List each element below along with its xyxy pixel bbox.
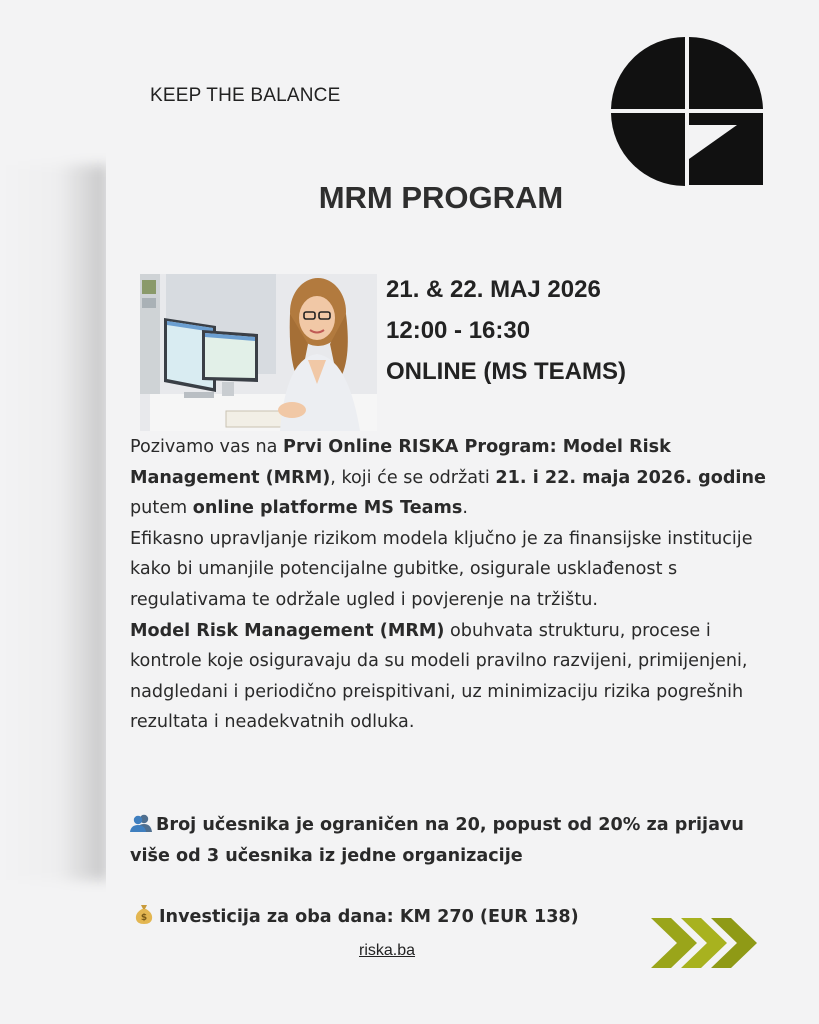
intro-paragraph	[130, 432, 770, 524]
intro-text-3: putem	[130, 498, 193, 519]
event-time: 12:00 - 16:30	[386, 317, 531, 344]
event-info	[386, 272, 626, 395]
investment-text: Investicija za oba dana: KM 270 (EUR 138)	[159, 907, 579, 927]
money-bag-icon	[133, 903, 155, 925]
participants-text: Broj učesnika je ograničen na 20, popust od 20% za prijavu više od 3 učesnika iz jedne organizacije	[130, 815, 744, 866]
brand-logo-icon	[611, 37, 763, 187]
intro-text-4: .	[462, 498, 468, 519]
mrm-term: Model Risk Management (MRM)	[130, 620, 445, 641]
investment-note	[133, 903, 579, 931]
intro-text-1: Pozivamo vas na	[130, 437, 284, 457]
mrm-definition: obuhvata strukturu, procese i kontrole koje osiguravaju da su modeli pravilno razvijeni, primijenjeni, nadgledani i periodično preispitivani, uz minimizaciju rizika pogrešnih rezultata i neadekvatnih odluka.	[130, 620, 748, 733]
program-dates: 21. i 22. maja 2026. godine	[495, 467, 766, 488]
chevrons-right-icon[interactable]	[651, 914, 759, 972]
website-link[interactable]: riska.ba	[359, 942, 416, 959]
event-date: 21. & 22. MAJ 2026	[386, 276, 601, 303]
hero-photo	[140, 274, 377, 431]
importance-paragraph: Efikasno upravljanje rizikom modela ključno je za finansijske institucije kako bi umanjile potencijalne gubitke, osigurale usklađenost s regulativama te održale ugled i povjerenje na tržištu.	[130, 528, 753, 610]
svg-text:$: $	[140, 913, 148, 923]
event-location: ONLINE (MS TEAMS)	[386, 358, 626, 385]
busts-in-silhouette-icon	[130, 813, 152, 833]
intro-text-2: , koji će se održati	[330, 467, 496, 488]
participants-note	[130, 810, 770, 871]
left-shadow	[0, 165, 108, 880]
brand-tagline: KEEP THE BALANCE	[150, 85, 341, 106]
page-title: MRM PROGRAM	[318, 180, 564, 215]
description	[130, 432, 770, 738]
program-platform: online platforme MS Teams	[192, 498, 463, 519]
program-name: Prvi Online RISKA Program: Model Risk Management (MRM)	[130, 437, 671, 488]
mrm-paragraph	[130, 616, 770, 738]
